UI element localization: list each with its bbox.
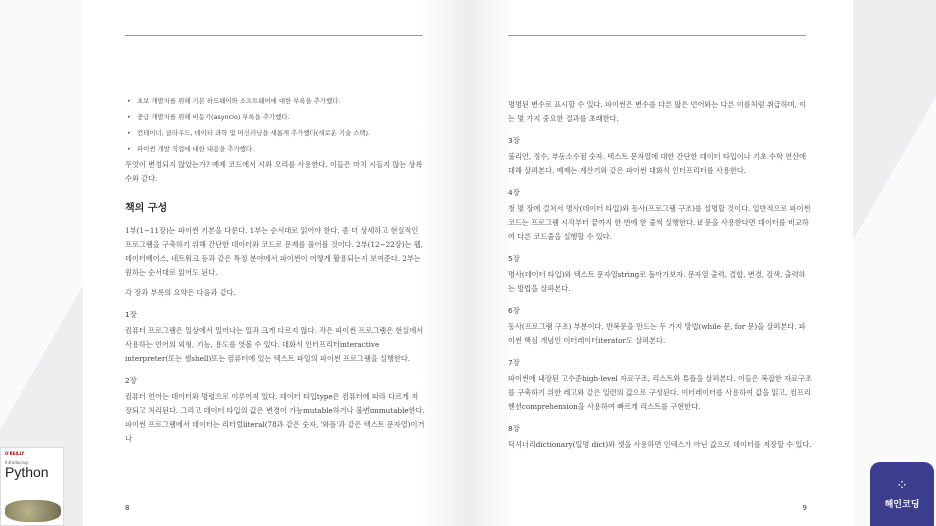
book-cover-thumbnail[interactable]	[0, 447, 64, 526]
intro-paragraph: 무엇이 변경되지 않았는가? 예제 코드에서 시와 오리를 사용한다. 이들은 마치 시들지 않는 상록수와 같다.	[125, 160, 423, 183]
list-item: • 파이썬 개발 직업에 대한 내용을 추가했다.	[125, 142, 425, 156]
cover-title: Python	[5, 464, 49, 480]
chapter-summary: 파이썬에 내장된 고수준high-level 자료구조, 리스트와 튜플을 살펴본다. 이들은 복잡한 자료구조를 구축하기 위한 레고와 같은 일련의 값으로 구성된다. 이터레이터를 사용하여 값을 읽고, 컴프리헨션comprehension을 사용하여 빠르게 리스트를 구현한다.	[508, 374, 812, 411]
list-item: • 중급 개발자를 위해 비동기(asyncio) 부록을 추가했다.	[125, 110, 425, 124]
chapter-summary: 딕셔너리dictionary(일명 dict)와 셋을 사용하면 인덱스가 아닌 값으로 데이터를 저장할 수 있다.	[508, 440, 812, 449]
right-page	[468, 0, 853, 526]
chapter-summary: 컴퓨터 언어는 데이터와 명령으로 이루어져 있다. 데이터 타입type은 컴퓨터에 따라 다르게 저장되고 처리된다. 그리고 데이터 타입의 값은 변경이 가능mutable하거나 불변immutable한다. 파이썬 프로그램에서 데이터는 리터럴literal(78과 같은 숫자, '와플'과 같은 텍스트 문자열)이거나	[125, 392, 425, 443]
header-rule	[508, 35, 806, 36]
page-number: 9	[802, 504, 807, 512]
cover-subtitle: Introducing	[5, 460, 28, 465]
change-list	[125, 94, 425, 156]
chapter-title: 5장	[508, 254, 520, 263]
chapter-title: 8장	[508, 424, 520, 433]
chapter-title: 6장	[508, 306, 520, 315]
chapter-title: 3장	[508, 136, 520, 145]
chapter-summary: 불리언, 정수, 부동소수점 숫자. 텍스트 문자열에 대한 간단한 데이터 타입이나 기초 수학 연산에 대해 살펴본다. 예제는 계산기와 같은 파이썬 대화식 인터프리터를 사용한다.	[508, 152, 807, 175]
list-item: • 초보 개발자를 위해 기본 하드웨어와 소프트웨어에 대한 부록을 추가했다.	[125, 94, 425, 108]
chapter-summary: 컴퓨터 프로그램은 일상에서 일어나는 일과 크게 다르지 않다. 작은 파이썬 프로그램은 현실에서 사용하는 언어의 외형, 기능, 용도를 엿볼 수 있다. 대화식 인터프리터interactive interpreter(또는 셸shell)또는 컴퓨터에 있는 텍스트 파일의 파이썬 프로그램을 실행한다.	[125, 326, 424, 363]
publisher-label: O'REILLY	[5, 451, 25, 456]
paragraph: 각 장과 부록의 요약은 다음과 같다.	[125, 288, 236, 297]
left-page	[83, 0, 468, 526]
chapter-title: 7장	[508, 358, 520, 367]
header-rule	[125, 35, 423, 36]
list-item: • 컨테이너, 클라우드, 데이터 과학 및 머신러닝을 새롭게 추가했다(새로운 기술 스택).	[125, 126, 425, 140]
snake-illustration	[5, 500, 61, 522]
book-spread	[83, 0, 853, 526]
section-heading: 책의 구성	[125, 203, 168, 214]
right-page-content	[508, 98, 812, 458]
chapter-summary: 첫 몇 장에 걸쳐서 명사(데이터 타입)와 동사(프로그램 구조)를 설명할 것이다. 일반적으로 파이썬 코드는 프로그램 시작부터 끝까지 한 번에 한 줄씩 실행한다. if 문을 사용한다면 데이터를 비교하여 다른 코드줄을 실행할 수 있다.	[508, 204, 811, 241]
chapter-title: 1장	[125, 310, 137, 319]
brand-label: 해인코딩	[884, 499, 920, 510]
page-number: 8	[125, 504, 130, 512]
left-page-content	[125, 94, 425, 452]
paragraph: 명명된 변수로 표시할 수 있다. 파이썬은 변수를 다른 많은 언어와는 다른 이름처럼 취급하며, 이는 몇 가지 중요한 결과를 초래한다.	[508, 100, 807, 123]
chapter-title: 2장	[125, 376, 137, 385]
brand-button[interactable]	[870, 462, 934, 526]
grid-dots-icon: ⁘	[896, 477, 908, 494]
paragraph: 1부(1~11장)는 파이썬 기본을 다룬다. 1부는 순서대로 읽어야 한다. 좀 더 상세하고 현실적인 프로그램을 구축하기 위해 간단한 데이터와 코드로 문제를 풀어볼 것이다. 2부(12~22장)는 웹, 데이터베이스, 네트워크 등과 같은 특정 분야에서 파이썬이 어떻게 활용되는지 보여준다. 2부는 원하는 순서대로 읽어도 된다.	[125, 226, 423, 277]
chapter-title: 4장	[508, 188, 520, 197]
chapter-summary: 동사(프로그램 구조) 부분이다. 반복문을 만드는 두 가지 방법(while 문, for 문)을 살펴본다. 파이썬 핵심 개념인 이터레이터iterator도 살펴본다.	[508, 322, 806, 345]
chapter-summary: 명사(데이터 타입)와 텍스트 문자열string로 돌아가보자. 문자열 출력, 결합, 변경, 검색, 출력하는 방법을 살펴본다.	[508, 270, 806, 293]
